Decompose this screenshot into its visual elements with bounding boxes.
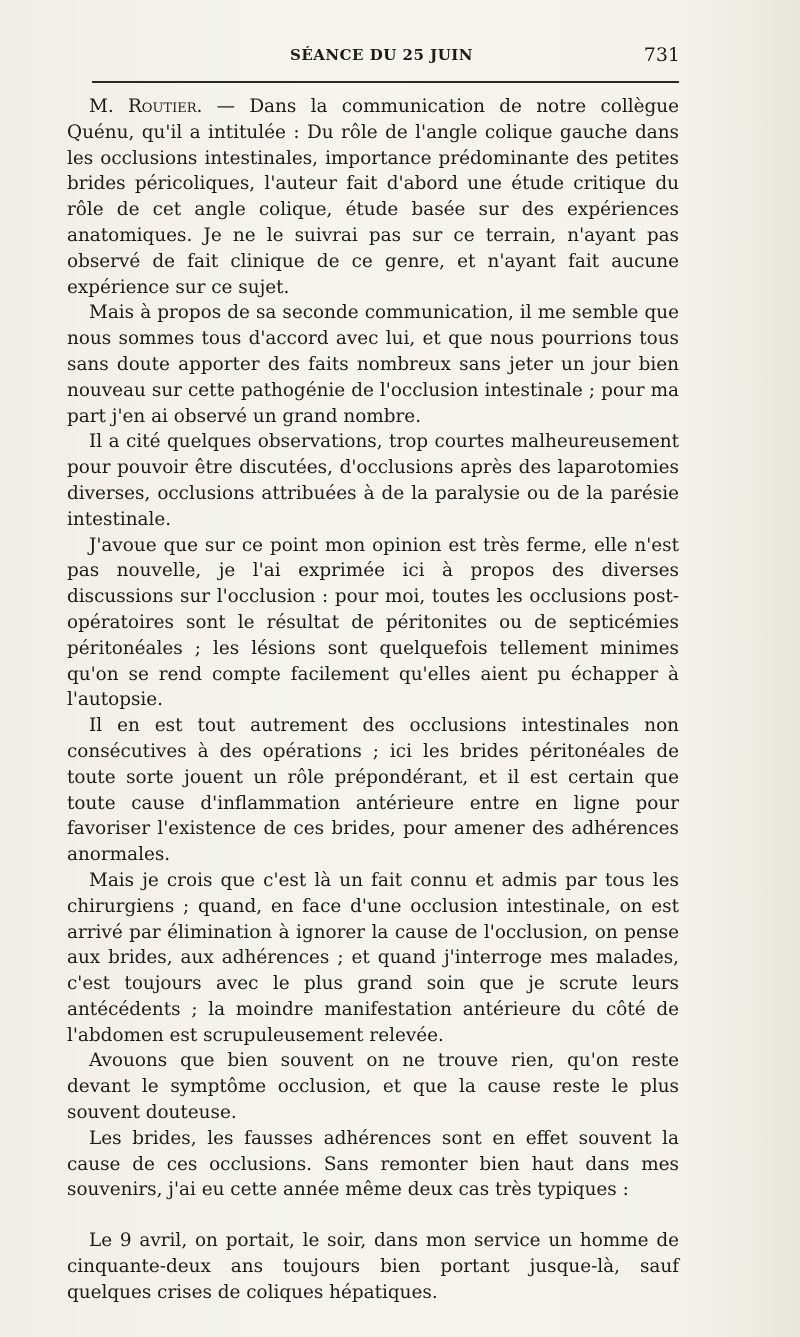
paragraph-6: Mais je crois que c'est là un fait connu et admis par tous les chirurgiens ; quand, en face d'une occlusion intestinale, on est arrivé par élimination à ignorer la cause de l'occlusion, on pense aux brides, aux adhérences ; et quand j'interroge mes malades, c'est toujours avec le plus grand soin que je scrute leurs antécédents ; la moindre manifestation antérieure du côté de l'abdomen est scrupuleusement relevée. [67,869,679,1046]
paragraph-7: Avouons que bien souvent on ne trouve rien, qu'on reste devant le symptôme occlusion, et que la cause reste le plus souvent douteuse. [67,1050,679,1124]
paragraph-4: J'avoue que sur ce point mon opinion est très ferme, elle n'est pas nouvelle, je l'ai exprimée ici à propos des diverses discussions sur l'occlusion : pour moi, toutes les occlusions post-opératoires sont le résultat de péritonites ou de septicémies péritonéales ; les lésions sont quelquefois tellement minimes qu'on se rend compte facilement qu'elles aient pu échapper à l'autopsie. [67,534,679,711]
text-body [67,94,679,1306]
paragraph-9: Le 9 avril, on portait, le soir, dans mon service un homme de cinquante-deux ans toujours bien portant jusque-là, sauf quelques crises de coliques hépatiques. [67,1230,679,1303]
speaker-name: M. Routier. [89,96,203,117]
paragraph-5: Il en est tout autrement des occlusions intestinales non consécutives à des opérations ; ici les brides péritonéales de toute sorte jouent un rôle prépondérant, et il est certain que toute cause d'inflammation antérieure entre en ligne pour favoriser l'existence de ces brides, pour amener des adhérences anormales. [67,715,679,866]
page-number: 731 [643,44,680,66]
running-head [262,42,680,72]
paragraph-2: Mais à propos de sa seconde communication, il me semble que nous sommes tous d'accord avec lui, et que nous pourrions tous sans doute apporter des faits nombreux sans jeter un jour bien nouveau sur cette pathogénie de l'occlusion intestinale ; pour ma part j'en ai observé un grand nombre. [67,302,679,427]
paragraph-3: Il a cité quelques observations, trop courtes malheureusement pour pouvoir être discutées, d'occlusions après des laparotomies diverses, occlusions attribuées à de la paralysie ou de la parésie intestinale. [67,431,679,530]
paragraph-8: Les brides, les fausses adhérences sont en effet souvent la cause de ces occlusions. Sans remonter bien haut dans mes souvenirs, j'ai eu cette année même deux cas très typiques : [67,1127,679,1201]
running-head-title: SÉANCE DU 25 JUIN [290,46,474,64]
paragraph-1 [67,94,679,300]
paragraph-1-text: — Dans la communication de notre collègue Quénu, qu'il a intitulée : Du rôle de l'angle colique gauche dans les occlusions intestinales, importance prédominante des petites brides péricoliques, l'auteur fait d'abord une étude critique du rôle de cet angle colique, étude basée sur des expériences anatomiques. Je ne le suivrai pas sur ce terrain, n'ayant pas observé de fait clinique de ce genre, et n'ayant fait aucune expérience sur ce sujet. [67,96,679,298]
header-rule [92,81,679,83]
